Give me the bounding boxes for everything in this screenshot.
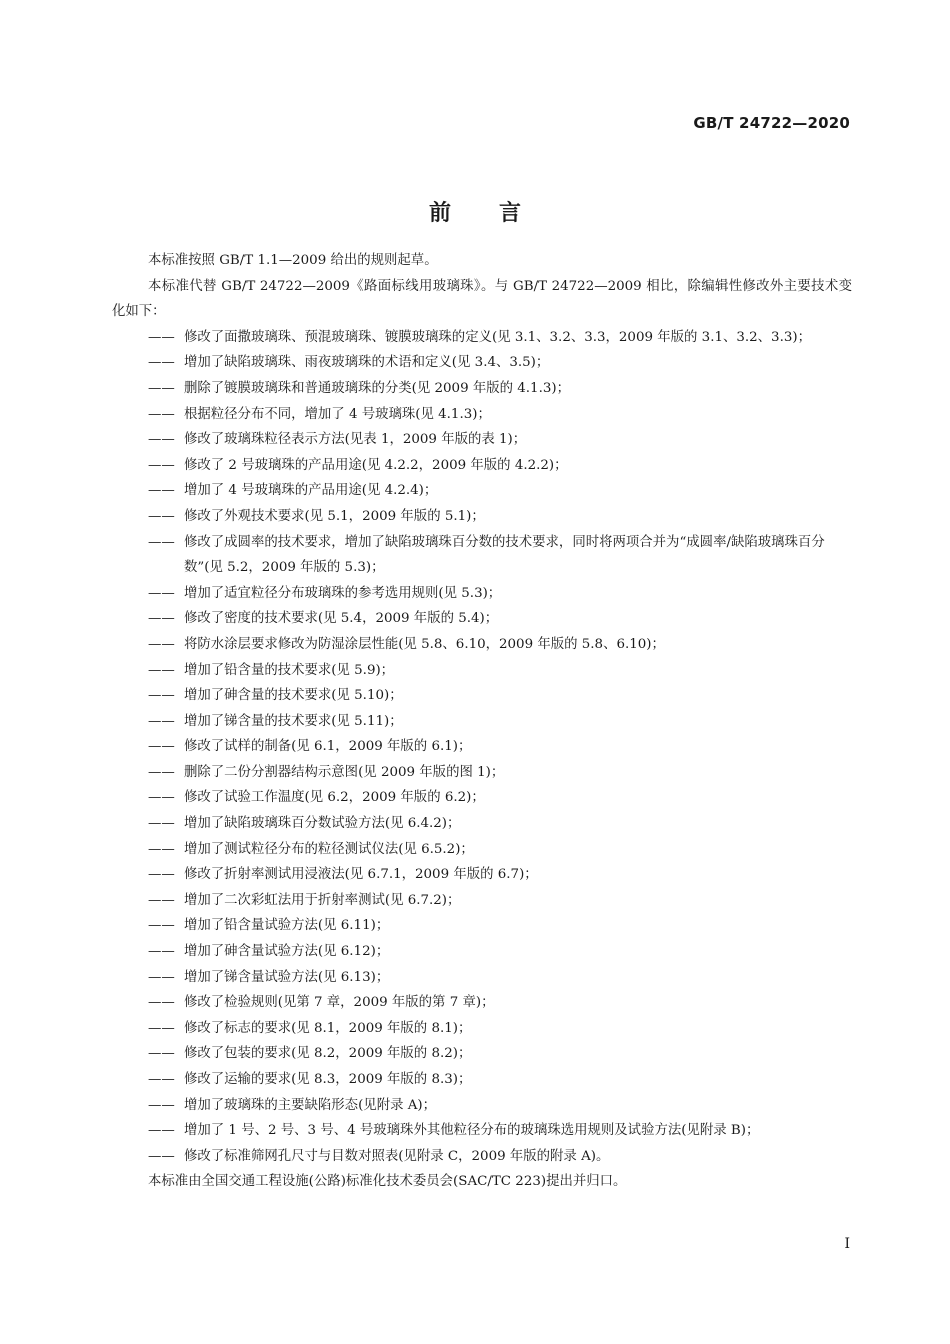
list-item-text: 增加了铅含量的技术要求(见 5.9)； xyxy=(184,662,395,678)
list-item-text: 修改了外观技术要求(见 5.1，2009 年版的 5.1)； xyxy=(184,508,485,524)
list-item-text: 增加了玻璃珠的主要缺陷形态(见附录 A)； xyxy=(184,1097,437,1113)
list-item xyxy=(112,1144,852,1170)
list-dash: —— xyxy=(148,790,175,806)
standard-number: GB/T 24722—2020 xyxy=(693,114,850,132)
list-item-text: 修改了试样的制备(见 6.1，2009 年版的 6.1)； xyxy=(184,739,472,755)
list-item xyxy=(112,734,852,760)
list-dash: —— xyxy=(148,432,175,448)
list-dash: —— xyxy=(148,739,175,755)
list-dash: —— xyxy=(148,457,175,473)
paragraph-committee: 本标准由全国交通工程设施(公路)标准化技术委员会(SAC/TC 223)提出并归口。 xyxy=(148,1174,627,1190)
list-item xyxy=(112,760,852,786)
list-item-text: 将防水涂层要求修改为防湿涂层性能(见 5.8、6.10，2009 年版的 5.8、6.10)； xyxy=(184,636,665,652)
list-item xyxy=(112,683,852,709)
list-item xyxy=(112,1118,852,1144)
list-item-text: 增加了砷含量试验方法(见 6.12)； xyxy=(184,944,390,960)
list-item xyxy=(112,427,852,453)
list-item-text: 修改了成圆率的技术要求，增加了缺陷玻璃珠百分数的技术要求，同时将两项合并为“成圆率/缺陷玻璃珠百分数”(见 5.2，2009 年版的 5.3)； xyxy=(184,534,825,576)
list-item-text: 增加了锑含量试验方法(见 6.13)； xyxy=(184,969,390,985)
list-item xyxy=(112,913,852,939)
list-item xyxy=(112,530,852,581)
list-item-text: 增加了二次彩虹法用于折射率测试(见 6.7.2)； xyxy=(184,892,461,908)
list-item-text: 修改了运输的要求(见 8.3，2009 年版的 8.3)； xyxy=(184,1072,472,1087)
list-item xyxy=(112,453,852,479)
list-dash: —— xyxy=(148,1046,175,1062)
list-item-text: 修改了标准筛网孔尺寸与目数对照表(见附录 C，2009 年版的附录 A)。 xyxy=(184,1148,610,1164)
list-item-text: 修改了面撒玻璃珠、预混玻璃珠、镀膜玻璃珠的定义(见 3.1、3.2、3.3，2009 年版的 3.1、3.2、3.3)； xyxy=(184,329,811,345)
list-item-text: 增加了铅含量试验方法(见 6.11)； xyxy=(184,918,390,934)
list-item-text: 增加了缺陷玻璃珠百分数试验方法(见 6.4.2)； xyxy=(184,816,461,832)
list-item-text: 增加了 1 号、2 号、3 号、4 号玻璃珠外其他粒径分布的玻璃珠选用规则及试验方法(见附录 B)； xyxy=(184,1123,760,1139)
page-number: I xyxy=(844,1236,850,1252)
paragraph-drafting-rules: 本标准按照 GB/T 1.1—2009 给出的规则起草。 xyxy=(148,253,438,268)
list-item-text: 修改了折射率测试用浸液法(见 6.7.1，2009 年版的 6.7)； xyxy=(184,867,538,883)
list-item-text: 删除了二份分割器结构示意图(见 2009 年版的图 1)； xyxy=(184,764,505,780)
list-item xyxy=(112,709,852,735)
list-dash: —— xyxy=(148,662,175,678)
list-dash: —— xyxy=(148,329,175,345)
paragraph-replacement: 本标准代替 GB/T 24722—2009《路面标线用玻璃珠》。与 GB/T 24722—2009 相比，除编辑性修改外主要技术变化如下： xyxy=(112,278,852,320)
foreword-body xyxy=(112,248,852,1195)
list-item xyxy=(112,632,852,658)
list-item xyxy=(112,837,852,863)
list-dash: —— xyxy=(148,585,175,601)
list-item xyxy=(112,990,852,1016)
list-item xyxy=(112,478,852,504)
list-item-text: 增加了砷含量的技术要求(见 5.10)； xyxy=(184,688,403,704)
list-item xyxy=(112,1067,852,1093)
list-item-text: 修改了包装的要求(见 8.2，2009 年版的 8.2)； xyxy=(184,1046,472,1062)
list-dash: —— xyxy=(148,1097,175,1113)
list-item xyxy=(112,965,852,991)
list-dash: —— xyxy=(148,1148,175,1164)
list-dash: —— xyxy=(148,1123,175,1139)
list-item xyxy=(112,1041,852,1067)
list-item-text: 增加了 4 号玻璃珠的产品用途(见 4.2.4)； xyxy=(184,483,438,499)
list-item xyxy=(112,376,852,402)
list-dash: —— xyxy=(148,944,175,960)
list-dash: —— xyxy=(148,380,175,396)
list-item xyxy=(112,325,852,351)
page-title: 前言 xyxy=(428,201,569,226)
list-dash: —— xyxy=(148,918,175,934)
list-item xyxy=(112,581,852,607)
list-item-text: 删除了镀膜玻璃珠和普通玻璃珠的分类(见 2009 年版的 4.1.3)； xyxy=(184,380,570,396)
list-item-text: 修改了试验工作温度(见 6.2，2009 年版的 6.2)； xyxy=(184,790,485,806)
list-dash: —— xyxy=(148,355,175,371)
list-item-text: 增加了缺陷玻璃珠、雨夜玻璃珠的术语和定义(见 3.4、3.5)； xyxy=(184,355,550,371)
list-dash: —— xyxy=(148,867,175,883)
list-item-text: 增加了测试粒径分布的粒径测试仪法(见 6.5.2)； xyxy=(184,841,474,857)
list-item xyxy=(112,785,852,811)
list-dash: —— xyxy=(148,611,175,627)
list-item xyxy=(112,862,852,888)
list-item-text: 根据粒径分布不同，增加了 4 号玻璃珠(见 4.1.3)； xyxy=(184,406,491,422)
list-item xyxy=(112,350,852,376)
list-item xyxy=(112,504,852,530)
list-item-text: 修改了 2 号玻璃珠的产品用途(见 4.2.2，2009 年版的 4.2.2)； xyxy=(184,457,568,473)
list-dash: —— xyxy=(148,534,175,550)
list-dash: —— xyxy=(148,816,175,832)
list-dash: —— xyxy=(148,713,175,729)
list-item xyxy=(112,658,852,684)
list-dash: —— xyxy=(148,1020,175,1036)
list-item xyxy=(112,1016,852,1042)
list-dash: —— xyxy=(148,483,175,499)
list-item-text: 修改了玻璃珠粒径表示方法(见表 1，2009 年版的表 1)； xyxy=(184,432,527,448)
list-dash: —— xyxy=(148,636,175,652)
list-item-text: 修改了密度的技术要求(见 5.4，2009 年版的 5.4)； xyxy=(184,611,499,627)
list-dash: —— xyxy=(148,995,175,1011)
list-dash: —— xyxy=(148,969,175,985)
list-item xyxy=(112,606,852,632)
list-item-text: 修改了检验规则(见第 7 章，2009 年版的第 7 章)； xyxy=(184,995,495,1011)
list-dash: —— xyxy=(148,764,175,780)
list-item-text: 增加了适宜粒径分布玻璃珠的参考选用规则(见 5.3)； xyxy=(184,585,502,601)
list-item-text: 增加了锑含量的技术要求(见 5.11)； xyxy=(184,713,403,729)
list-dash: —— xyxy=(148,1072,175,1087)
list-dash: —— xyxy=(148,688,175,704)
list-item xyxy=(112,811,852,837)
list-item xyxy=(112,939,852,965)
list-dash: —— xyxy=(148,841,175,857)
list-item-text: 修改了标志的要求(见 8.1，2009 年版的 8.1)； xyxy=(184,1020,472,1036)
list-item xyxy=(112,402,852,428)
list-dash: —— xyxy=(148,892,175,908)
list-dash: —— xyxy=(148,406,175,422)
list-dash: —— xyxy=(148,508,175,524)
list-item xyxy=(112,888,852,914)
list-item xyxy=(112,1093,852,1119)
technical-changes-list xyxy=(112,325,852,1170)
